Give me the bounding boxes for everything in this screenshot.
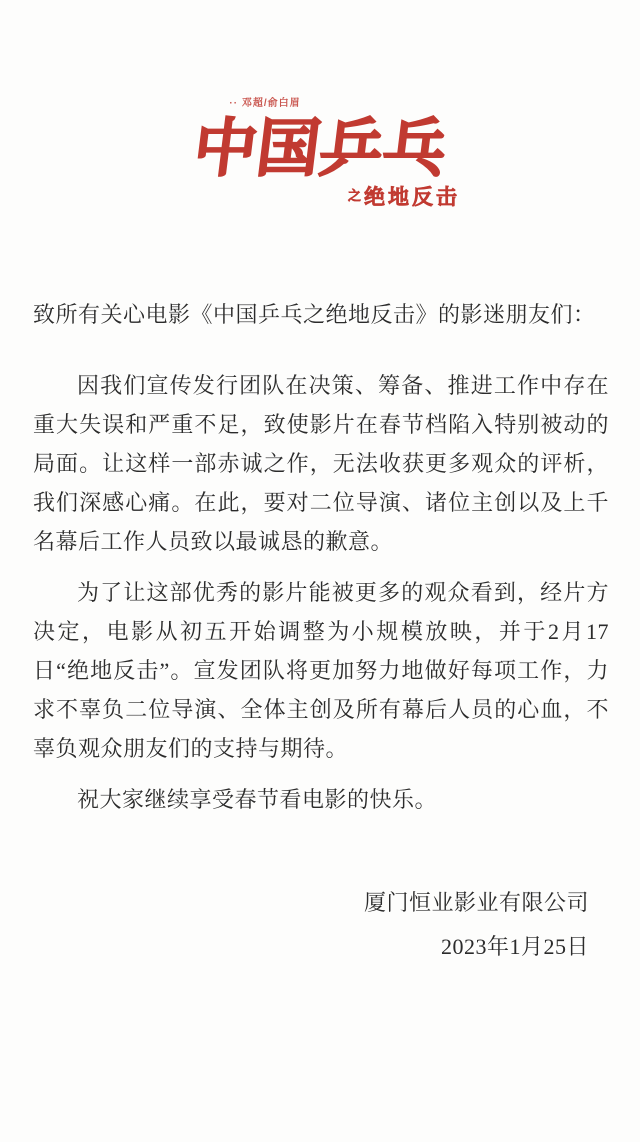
film-subtitle <box>0 181 640 211</box>
signature-company: 厦门恒业影业有限公司 <box>363 890 589 915</box>
letter-closing: 祝大家继续享受春节看电影的快乐。 <box>77 787 438 812</box>
letter-salutation: 致所有关心电影《中国乒乓之绝地反击》的影迷朋友们： <box>33 302 596 327</box>
film-subtitle-prefix: 之 <box>347 188 362 203</box>
signature-block <box>33 881 609 969</box>
signature-date: 2023年1月25日 <box>440 934 589 959</box>
letter-body <box>33 295 609 969</box>
film-subtitle-text: 绝地反击 <box>364 186 460 209</box>
film-title: 中国乒乓 <box>189 114 451 184</box>
film-logo <box>0 98 640 211</box>
letter-paragraph-2: 为了让这部优秀的影片能被更多的观众看到，经片方决定，电影从初五开始调整为小规模放映，并于2月17日“绝地反击”。宣发团队将更加努力地做好每项工作，力求不辜负二位导演、全体主创及所有幕后人员的心血，不辜负观众朋友们的支持与期待。 <box>33 580 609 761</box>
director-credit: ·· 邓超/俞白眉 <box>229 98 301 109</box>
letter-paragraph-1: 因我们宣传发行团队在决策、筹备、推进工作中存在重大失误和严重不足，致使影片在春节档陷入特别被动的局面。让这样一部赤诚之作，无法收获更多观众的评析，我们深感心痛。在此，要对二位导演、诸位主创以及上千名幕后工作人员致以最诚恳的歉意。 <box>33 373 609 554</box>
